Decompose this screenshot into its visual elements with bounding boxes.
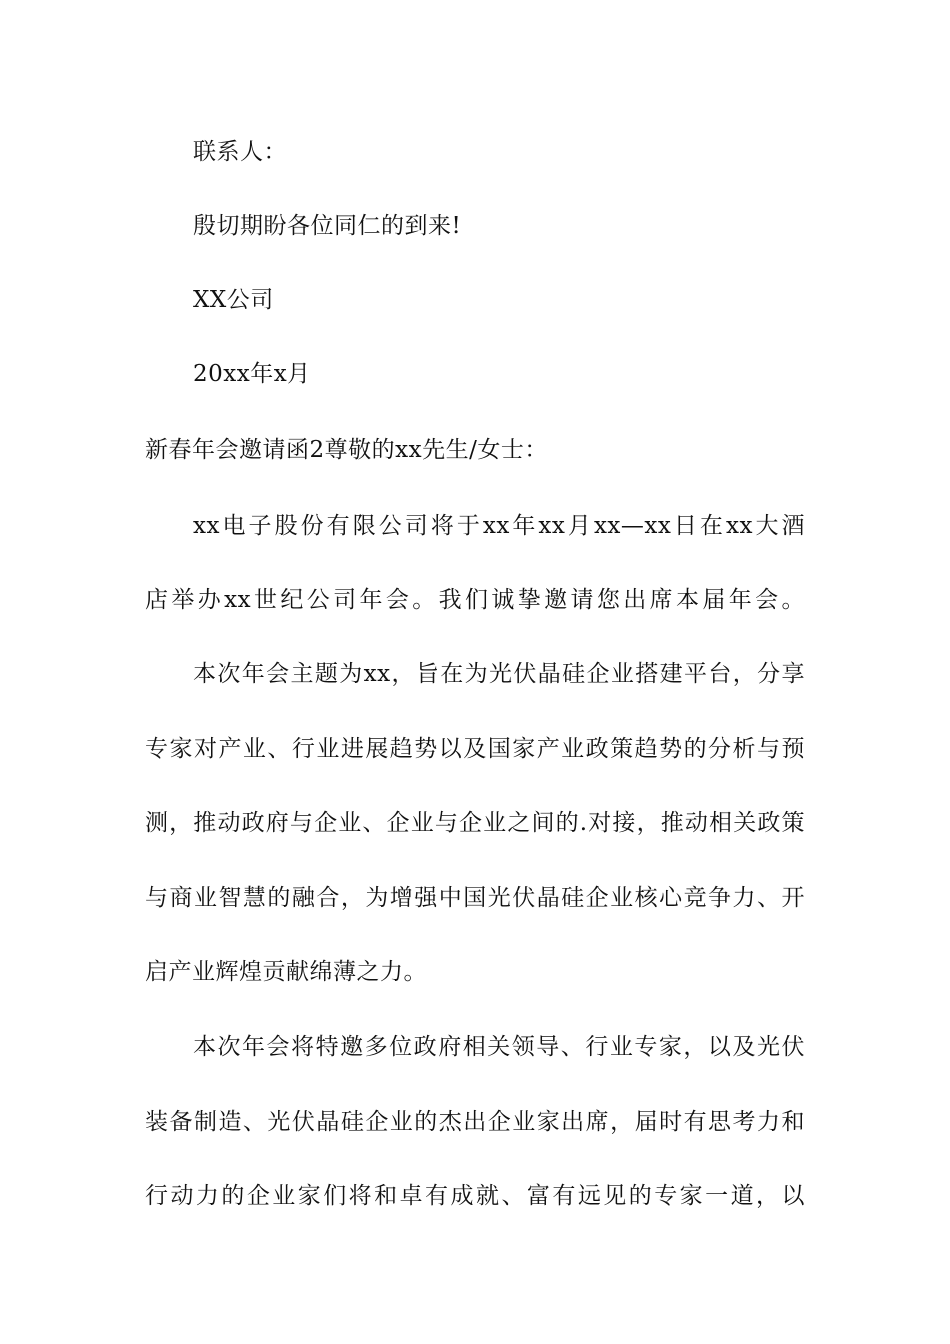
paragraph-1-line-2: 店举办xx世纪公司年会。我们诚挚邀请您出席本届年会。 [145,587,805,613]
paragraph-2-line-1: 本次年会主题为xx，旨在为光伏晶硅企业搭建平台，分享 [193,661,805,687]
paragraph-1-line-1: xx电子股份有限公司将于xx年xx月xx—xx日在xx大酒 [193,513,805,539]
paragraph-3-line-1: 本次年会将特邀多位政府相关领导、行业专家，以及光伏 [193,1034,805,1060]
company-signature: XX公司 [193,287,274,313]
closing-line: 殷切期盼各位同仁的到来! [193,213,462,239]
date-line: 20xx年x月 [193,361,311,387]
paragraph-2-line-3: 测，推动政府与企业、企业与企业之间的.对接，推动相关政策 [145,810,805,836]
paragraph-2-line-5: 启产业辉煌贡献绵薄之力。 [145,959,427,985]
paragraph-3-line-3: 行动力的企业家们将和卓有成就、富有远见的专家一道，以 [145,1183,805,1209]
paragraph-3-line-2: 装备制造、光伏晶硅企业的杰出企业家出席，届时有思考力和 [145,1109,805,1135]
paragraph-2-line-2: 专家对产业、行业进展趋势以及国家产业政策趋势的分析与预 [145,736,805,762]
paragraph-2-line-4: 与商业智慧的融合，为增强中国光伏晶硅企业核心竞争力、开 [145,885,805,911]
contact-label: 联系人： [193,139,287,165]
invitation-heading: 新春年会邀请函2尊敬的xx先生/女士： [145,437,548,463]
